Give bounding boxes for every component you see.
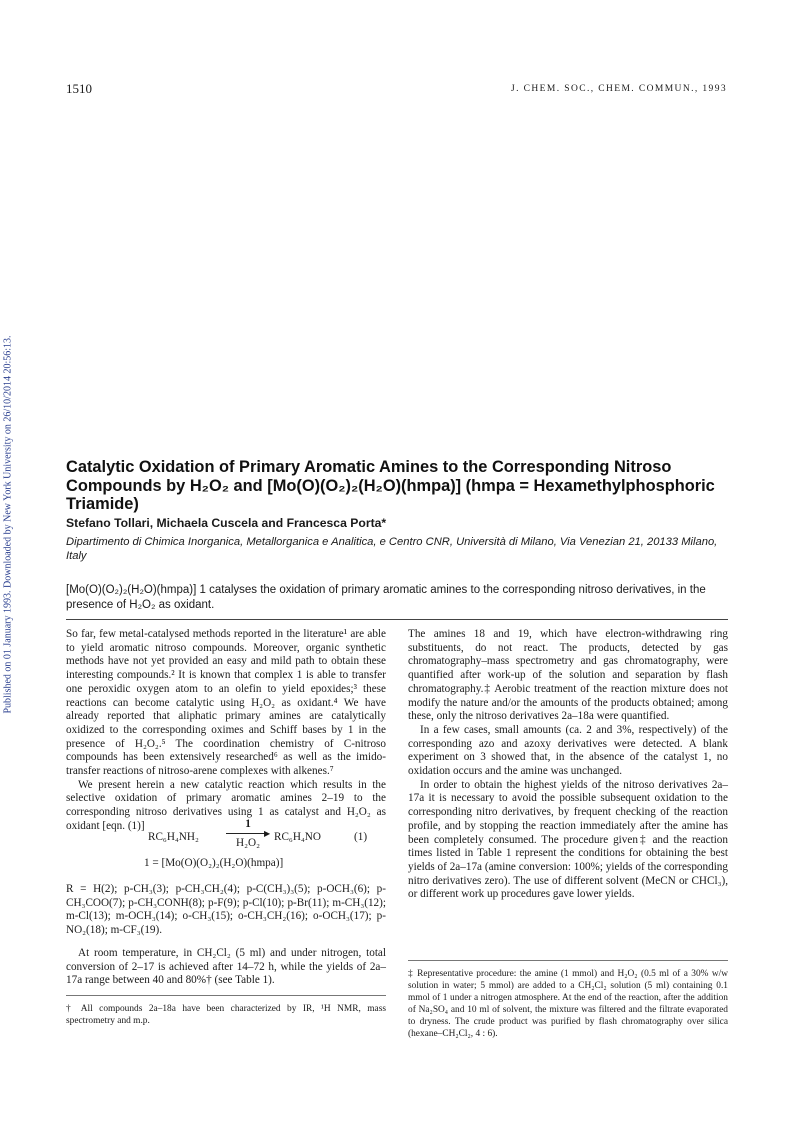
download-stamp: Published on 01 January 1993. Downloaded by New York University on 26/10/2014 20:56:13. [2, 335, 14, 714]
article-title: Catalytic Oxidation of Primary Aromatic Amines to the Corresponding Nitroso Compounds by H₂O₂ and [Mo(O)(O₂)₂(H₂O)(hmpa)] (hmpa = Hexamethylphosphoric Triamide) [66, 458, 715, 514]
page-number: 1510 [66, 81, 92, 96]
abstract: [Mo(O)(O₂)₂(H₂O)(hmpa)] 1 catalyses the oxidation of primary aromatic amines to the corresponding nitroso derivatives, in the presence of H₂O₂ as oxidant. [66, 584, 706, 611]
catalyst-definition: 1 = [Mo(O)(O₂)₂(H₂O)(hmpa)] [144, 857, 284, 869]
equation-reactant: RC₆H₄NH₂ [148, 831, 199, 843]
paragraph: In order to obtain the highest yields of the nitroso derivatives 2a–17a it is necessary to avoid the possible subsequent oxidation to the corresponding nitro derivatives, by frequent checking of the reaction profile, and by stopping the reaction immediately after the amine has been completely consumed. The procedure given‡ and the reaction times listed in Table 1 represent the conditions for obtaining the best yields of 2a–17a (amine conversion: 100%; yields of the corresponding nitro derivatives zero). The use of different solvent (MeCN or CHCl₃), or different work up procedures gave lower yields. [408, 778, 728, 901]
equation-catalyst: 1 [245, 818, 251, 830]
equation-number: (1) [354, 831, 368, 843]
footnote-divider [408, 960, 728, 961]
substituent-list: R = H(2); p-CH₃(3); p-CH₃CH₂(4); p-C(CH₃)₃(5); p-OCH₃(6); p-CH₃COO(7); p-CH₃CONH(8); p-F(9); p-Cl(10); p-Br(11); m-CH₃(12); m-Cl(13); m-OCH₃(14); o-CH₃(15); o-CH₃CH₂(16); o-OCH₃(17); p-NO₂(18); m-CF₃(19). [66, 883, 386, 937]
equation-1 [66, 818, 386, 871]
footnote-dagger: † All compounds 2a–18a have been characterized by IR, ¹H NMR, mass spectrometry and m.p. [66, 1004, 386, 1027]
paragraph: So far, few metal-catalysed methods reported in the literature¹ are able to yield aromatic nitroso compounds. Moreover, organic synthetic methods have not yet provided an easy and mild path to obtain these interesting compounds.² It is known that complex 1 is able to transfer one peroxidic oxygen atom to an olefin to yield epoxides;³ these reactions can become catalytic using H₂O₂ as oxidant.⁴ We have already reported that aliphatic primary amines are catalytically oxidized to the corresponding oximes and Schiff bases by 1 in the presence of H₂O₂.⁵ The coordination chemistry of C-nitroso compounds has been extensively researched⁶ as well as the imido-transfer reactions of nitroso-arene complexes with alkenes.⁷ [66, 628, 386, 778]
author-list: Stefano Tollari, Michaela Cuscela and Francesca Porta* [66, 516, 387, 530]
affiliation: Dipartimento di Chimica Inorganica, Metallorganica e Analitica, e Centro CNR, Università di Milano, Via Venezian 21, 20133 Milano, Italy [66, 536, 718, 562]
paragraph: The amines 18 and 19, which have electron-withdrawing ring substituents, do not react. The products, detected by gas chromatography–mass spectrometry and gas chromatography, were quantified after work-up of the solution and separation by flash chromatography.‡ Aerobic treatment of the reaction mixture does not modify the nature and/or the amounts of the products obtained; among these, only the nitroso derivatives 2a–18a were quantified. [408, 628, 728, 723]
paragraph: In a few cases, small amounts (ca. 2 and 3%, respectively) of the corresponding azo and azoxy derivatives were detected. A blank experiment on 3 showed that, in the absence of the catalyst 1, no oxidation occurs and the amine was unchanged. [408, 723, 728, 778]
footnote-divider [66, 995, 386, 996]
footnote-double-dagger: ‡ Representative procedure: the amine (1 mmol) and H₂O₂ (0.5 ml of a 30% w/w solution in water; 5 mmol) are added to a CH₂Cl₂ solution (5 ml) containing 0.1 mmol of 1 under a nitrogen atmosphere. At the end of the reaction, after the addition of Na₂SO₄ and 10 ml of solvent, the mixture was filtered and the filtrate evaporated to dryness. The crude product was purified by flash chromatography over silica (hexane–CH₂Cl₂, 4 : 6). [408, 969, 728, 1040]
equation-oxidant: H₂O₂ [236, 837, 260, 849]
left-column-continued [66, 947, 386, 988]
left-column [66, 628, 386, 834]
equation-product: RC₆H₄NO [274, 831, 321, 843]
reaction-arrow [226, 833, 268, 834]
arrow-head: ▶ [264, 829, 271, 838]
right-column [408, 628, 728, 902]
paragraph: We present herein a new catalytic reaction which results in the selective oxidation of primary aromatic amines 2–19 to the corresponding nitroso derivatives using 1 as catalyst and H₂O₂ as oxidant [eqn. (1)] [66, 778, 386, 832]
paragraph: At room temperature, in CH₂Cl₂ (5 ml) and under nitrogen, total conversion of 2–17 is achieved after 14–72 h, while the yields of 2a–17a range between 40 and 80%† (see Table 1). [66, 947, 386, 987]
running-head: J. CHEM. SOC., CHEM. COMMUN., 1993 [511, 84, 727, 94]
abstract-divider [66, 619, 728, 620]
